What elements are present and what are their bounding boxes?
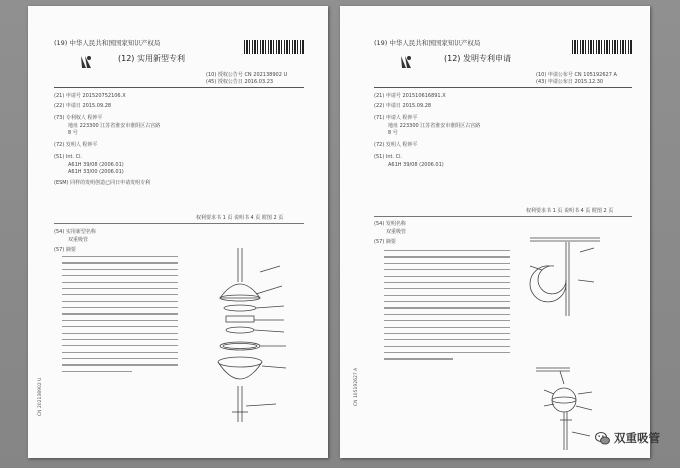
title-text: 双重吸管 (386, 229, 407, 235)
claims-info: 权利要求书 1 页 说明书 4 页 附图 2 页 (196, 215, 284, 221)
claims-info: 权利要求书 1 页 说明书 4 页 附图 2 页 (526, 208, 614, 214)
patent-drawing-exploded (206, 246, 306, 426)
title-heading: (54) 发明名称 (374, 221, 406, 227)
field-line: (22) 申请日 2015.09.28 (374, 103, 432, 109)
abstract-text-block (384, 250, 510, 365)
header-divider (374, 87, 632, 88)
field-line: (21) 申请号 201520752106.X (54, 93, 126, 99)
field-line: (51) Int. Cl. (54, 154, 83, 160)
field-line: (51) Int. Cl. (374, 154, 403, 160)
field-line: (73) 专利权人 程钟平 (54, 115, 103, 121)
publication-date: (45) 授权公告日 2016.03.23 (206, 79, 274, 85)
abstract-heading: (54) 实用新型名称 (54, 229, 96, 235)
field-line: (21) 申请号 201510616891.X (374, 93, 446, 99)
wechat-icon (595, 432, 610, 445)
document-kind: (12) 发明专利申请 (444, 54, 511, 63)
abstract-text-block (62, 256, 178, 377)
side-publication-id: CN 202138902 U (38, 377, 43, 416)
field-line: A61H 39/08 (2006.01) (68, 162, 124, 168)
field-line: (72) 发明人 程钟平 (54, 142, 98, 148)
abstract-label: (57) 摘要 (374, 239, 396, 245)
field-line: 地址 223300 江苏省淮安市淮阴区古宫路 (68, 123, 161, 129)
field-line: 地址 223300 江苏省淮安市淮阴区古宫路 (388, 123, 481, 129)
patent-page-invention-application (340, 6, 650, 458)
field-line: (22) 申请日 2015.09.28 (54, 103, 112, 109)
header-divider (54, 87, 304, 88)
publication-number: (10) 申请公布号 CN 105192627 A (536, 72, 617, 78)
field-line: (ESM) 同样的发明创造已同日申请发明专利 (54, 180, 151, 186)
barcode (572, 40, 632, 54)
barcode (244, 40, 304, 54)
patent-office-logo-icon (398, 54, 414, 70)
office-header: (19) 中华人民共和国国家知识产权局 (374, 39, 481, 47)
section-divider (374, 216, 632, 217)
patent-office-logo-icon (78, 54, 94, 70)
side-publication-id: CN 105192627 A (354, 367, 359, 406)
source-watermark (595, 430, 660, 446)
section-divider (54, 223, 304, 224)
publication-date: (43) 申请公布日 2015.12.30 (536, 79, 604, 85)
field-line: 8 号 (68, 130, 78, 136)
field-line: A61H 33/00 (2006.01) (68, 169, 124, 175)
field-line: (72) 发明人 程钟平 (374, 142, 418, 148)
field-line: A61H 39/08 (2006.01) (388, 162, 444, 168)
field-line: (71) 申请人 程钟平 (374, 115, 418, 121)
patent-drawing-assembled (520, 222, 630, 322)
document-kind: (12) 实用新型专利 (118, 54, 185, 63)
publication-number: (10) 授权公告号 CN 202138902 U (206, 72, 288, 78)
patent-page-utility-model (28, 6, 328, 458)
abstract-subtitle: 双重吸管 (68, 237, 89, 243)
field-line: 8 号 (388, 130, 398, 136)
abstract-label: (57) 摘要 (54, 247, 76, 253)
watermark-text: 双重吸管 (614, 431, 660, 445)
office-header: (19) 中华人民共和国国家知识产权局 (54, 39, 161, 47)
